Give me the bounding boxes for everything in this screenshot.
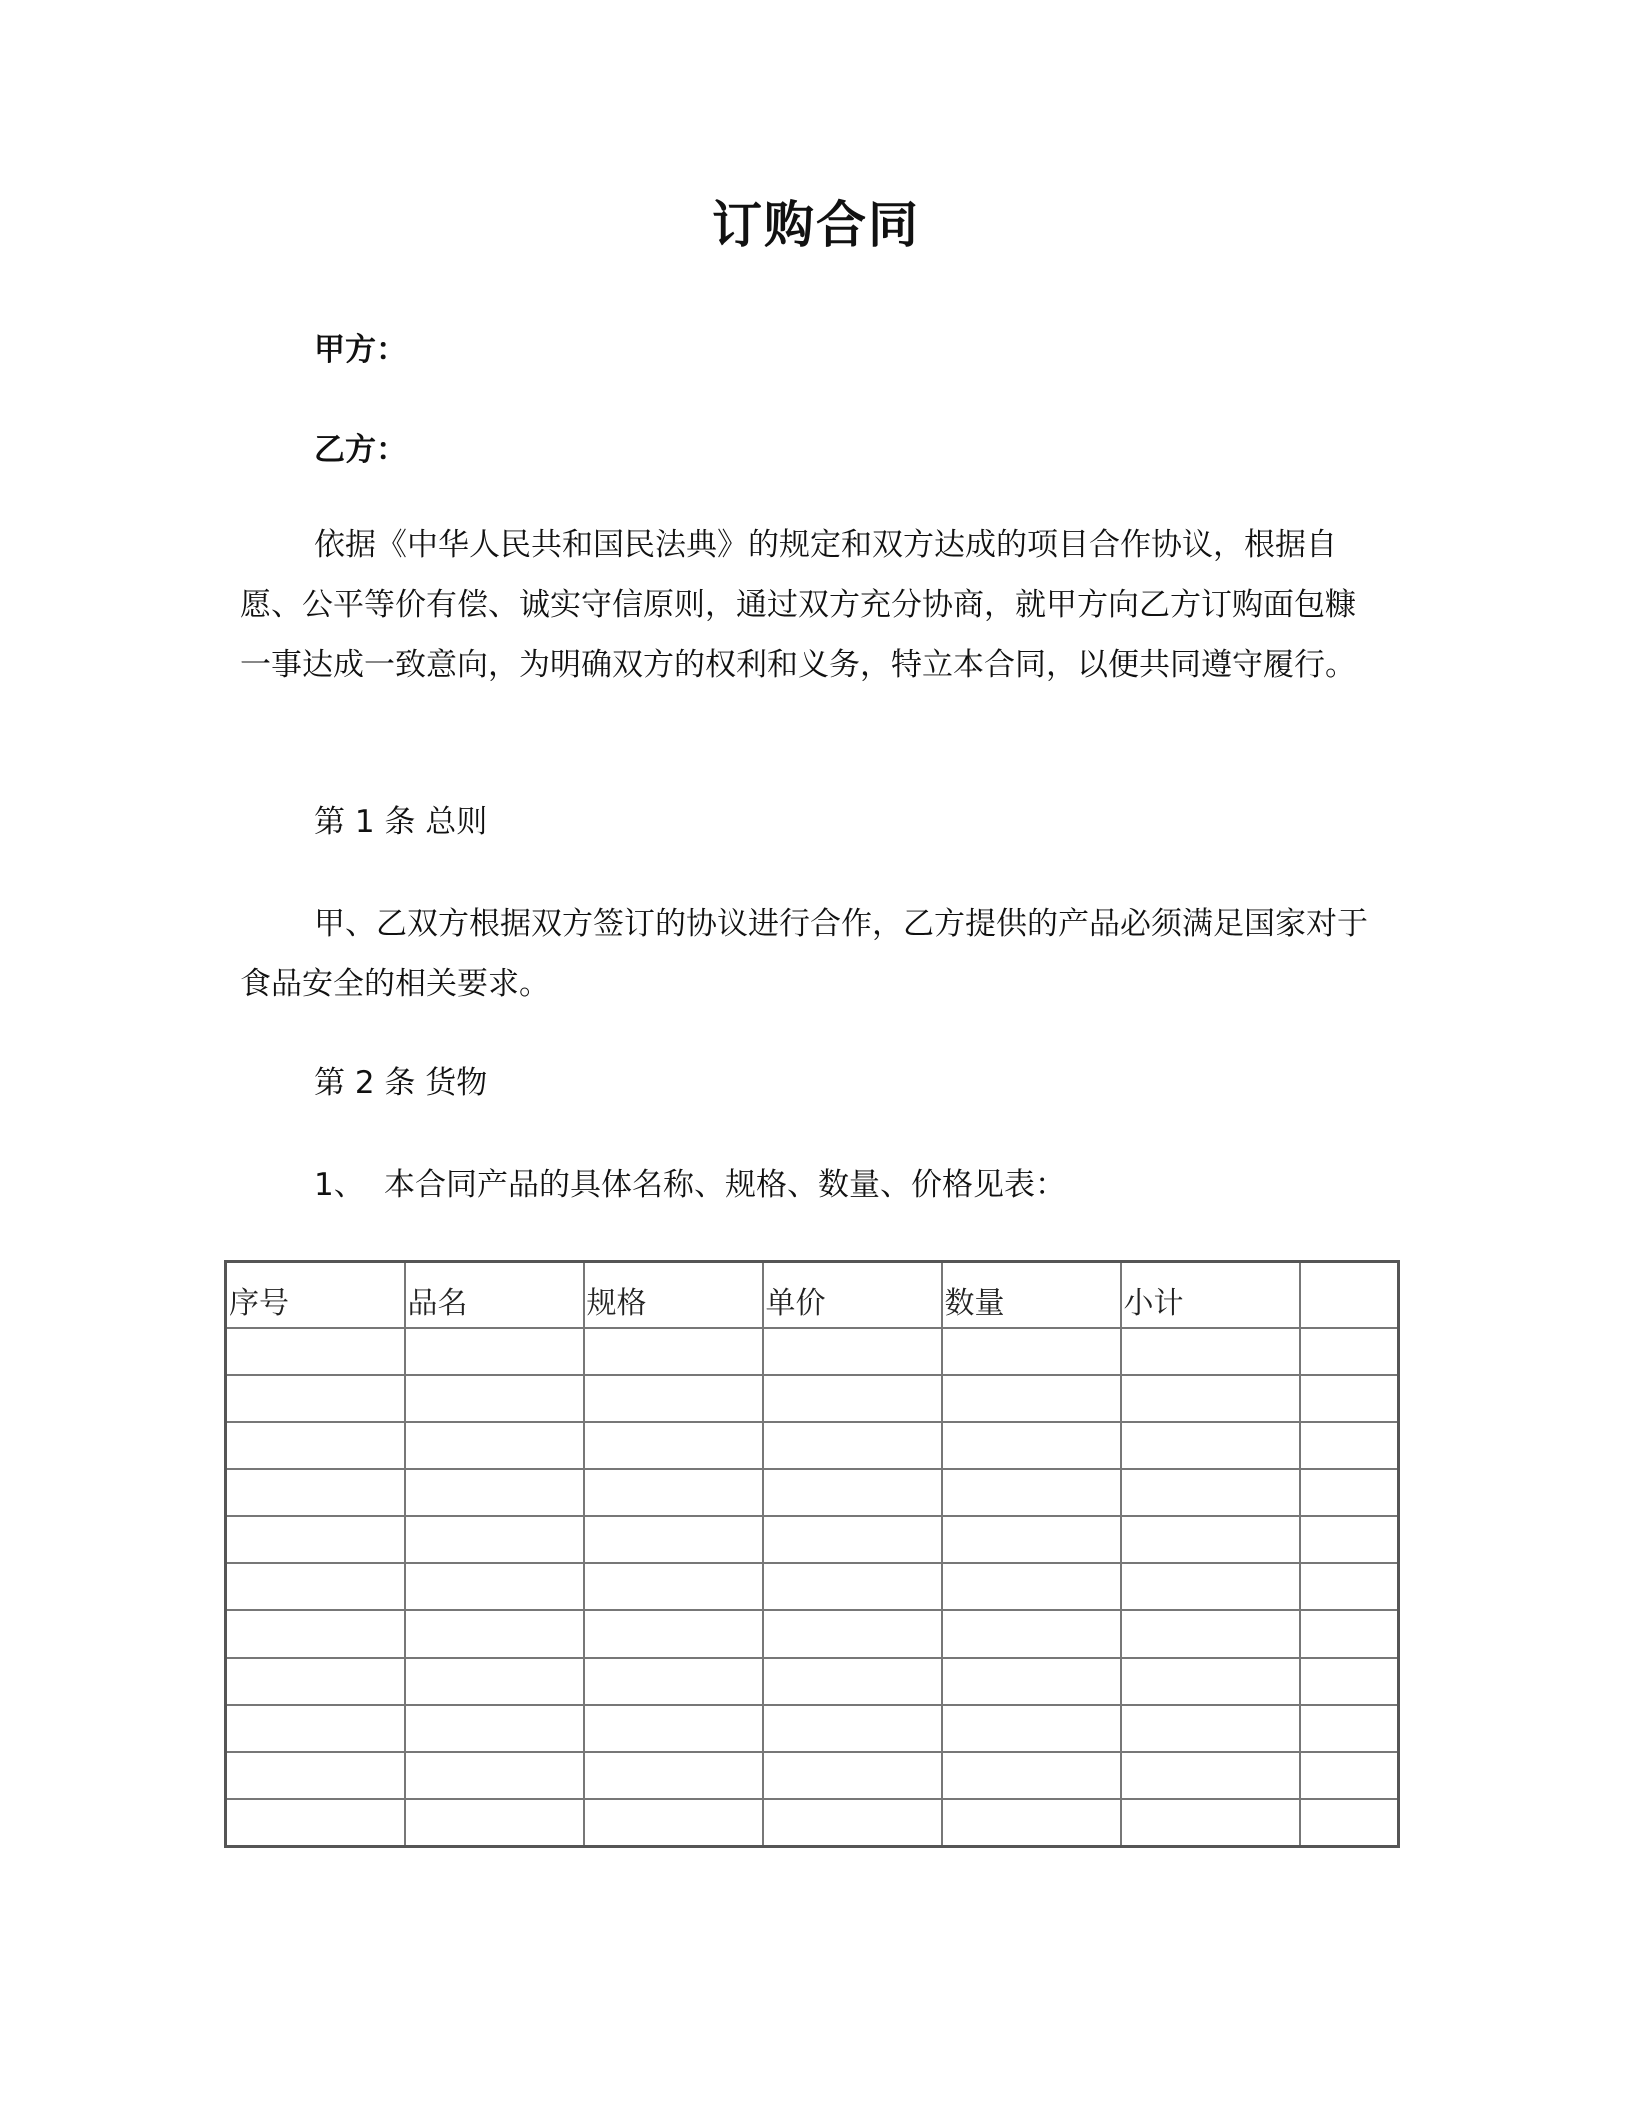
table-cell xyxy=(1300,1328,1399,1375)
table-cell xyxy=(405,1375,584,1422)
table-cell xyxy=(1121,1563,1300,1610)
table-cell xyxy=(1121,1375,1300,1422)
table-cell xyxy=(405,1516,584,1563)
table-cell xyxy=(763,1705,942,1752)
table-row xyxy=(226,1705,1399,1752)
table-cell xyxy=(942,1516,1121,1563)
table-cell xyxy=(1121,1422,1300,1469)
table-cell xyxy=(226,1658,405,1705)
table-cell xyxy=(584,1563,763,1610)
table-cell xyxy=(405,1705,584,1752)
article1-paragraph: 甲、乙双方根据双方签订的协议进行合作，乙方提供的产品必须满足国家对于食品安全的相关要求。 xyxy=(240,906,1368,1002)
table-cell xyxy=(1121,1469,1300,1516)
table-cell xyxy=(405,1469,584,1516)
party-b-label: 乙方： xyxy=(314,432,407,468)
header-cell-extra xyxy=(1300,1262,1399,1329)
table-cell xyxy=(763,1752,942,1799)
table-cell xyxy=(942,1752,1121,1799)
table-cell xyxy=(584,1422,763,1469)
table-cell xyxy=(942,1705,1121,1752)
table-cell xyxy=(1121,1658,1300,1705)
table-row xyxy=(226,1658,1399,1705)
table-cell xyxy=(1121,1799,1300,1847)
table-cell xyxy=(942,1563,1121,1610)
table-cell xyxy=(226,1752,405,1799)
table-cell xyxy=(1300,1705,1399,1752)
table-cell xyxy=(226,1422,405,1469)
table-row xyxy=(226,1516,1399,1563)
table-body xyxy=(226,1328,1399,1847)
table-row xyxy=(226,1563,1399,1610)
table-cell xyxy=(584,1375,763,1422)
table-cell xyxy=(942,1422,1121,1469)
table-cell xyxy=(405,1610,584,1657)
table-row xyxy=(226,1799,1399,1847)
table-cell xyxy=(584,1799,763,1847)
table-cell xyxy=(763,1563,942,1610)
table-cell xyxy=(405,1328,584,1375)
table-cell xyxy=(1300,1516,1399,1563)
table-cell xyxy=(1121,1705,1300,1752)
header-cell-index: 序号 xyxy=(226,1262,405,1329)
article2-item1 xyxy=(314,1165,1066,1205)
table-cell xyxy=(1300,1375,1399,1422)
table-cell xyxy=(405,1799,584,1847)
table-cell xyxy=(405,1752,584,1799)
article1-heading: 第 1 条 总则 xyxy=(314,804,488,840)
table-cell xyxy=(405,1422,584,1469)
table-cell xyxy=(1300,1422,1399,1469)
table-cell xyxy=(763,1610,942,1657)
header-cell-unit-price: 单价 xyxy=(763,1262,942,1329)
table-cell xyxy=(763,1799,942,1847)
table-cell xyxy=(226,1705,405,1752)
table-cell xyxy=(763,1375,942,1422)
table-cell xyxy=(584,1752,763,1799)
header-cell-spec: 规格 xyxy=(584,1262,763,1329)
document-title: 订购合同 xyxy=(712,196,920,254)
table-cell xyxy=(584,1328,763,1375)
table-cell xyxy=(584,1705,763,1752)
item-number: 1、 xyxy=(314,1167,365,1203)
party-a-label: 甲方： xyxy=(314,332,407,368)
table-cell xyxy=(1121,1328,1300,1375)
table-cell xyxy=(1300,1752,1399,1799)
table-cell xyxy=(763,1328,942,1375)
table-cell xyxy=(584,1610,763,1657)
table-cell xyxy=(405,1563,584,1610)
table-cell xyxy=(763,1422,942,1469)
table-cell xyxy=(942,1610,1121,1657)
table-cell xyxy=(226,1516,405,1563)
goods-table xyxy=(224,1260,1400,1848)
article2-heading: 第 2 条 货物 xyxy=(314,1065,488,1101)
header-cell-subtotal: 小计 xyxy=(1121,1262,1300,1329)
table-cell xyxy=(1121,1516,1300,1563)
table-cell xyxy=(584,1516,763,1563)
table-cell xyxy=(226,1375,405,1422)
table-cell xyxy=(226,1563,405,1610)
table-header-row xyxy=(226,1262,1399,1329)
table-cell xyxy=(763,1469,942,1516)
table-row xyxy=(226,1375,1399,1422)
table-cell xyxy=(584,1469,763,1516)
table-cell xyxy=(226,1610,405,1657)
table-cell xyxy=(1121,1752,1300,1799)
table-cell xyxy=(942,1328,1121,1375)
table-cell xyxy=(1300,1469,1399,1516)
table-cell xyxy=(942,1375,1121,1422)
table-cell xyxy=(226,1799,405,1847)
table-cell xyxy=(1300,1658,1399,1705)
table-cell xyxy=(226,1328,405,1375)
header-cell-quantity: 数量 xyxy=(942,1262,1121,1329)
table-cell xyxy=(226,1469,405,1516)
table-cell xyxy=(1300,1799,1399,1847)
table-cell xyxy=(763,1658,942,1705)
table-cell xyxy=(763,1516,942,1563)
item-text: 本合同产品的具体名称、规格、数量、价格见表： xyxy=(384,1167,1066,1203)
table-row xyxy=(226,1752,1399,1799)
table-cell xyxy=(584,1658,763,1705)
table-cell xyxy=(1300,1563,1399,1610)
table-cell xyxy=(942,1658,1121,1705)
table-row xyxy=(226,1469,1399,1516)
table-row xyxy=(226,1422,1399,1469)
table-cell xyxy=(942,1799,1121,1847)
table-row xyxy=(226,1610,1399,1657)
table-cell xyxy=(1300,1610,1399,1657)
preamble-paragraph: 依据《中华人民共和国民法典》的规定和双方达成的项目合作协议，根据自愿、公平等价有偿、诚实守信原则，通过双方充分协商，就甲方向乙方订购面包糠一事达成一致意向，为明确双方的权利和义务，特立本合同，以便共同遵守履行。 xyxy=(240,527,1356,683)
table-cell xyxy=(405,1658,584,1705)
header-cell-name: 品名 xyxy=(405,1262,584,1329)
table-cell xyxy=(1121,1610,1300,1657)
table-cell xyxy=(942,1469,1121,1516)
table-row xyxy=(226,1328,1399,1375)
